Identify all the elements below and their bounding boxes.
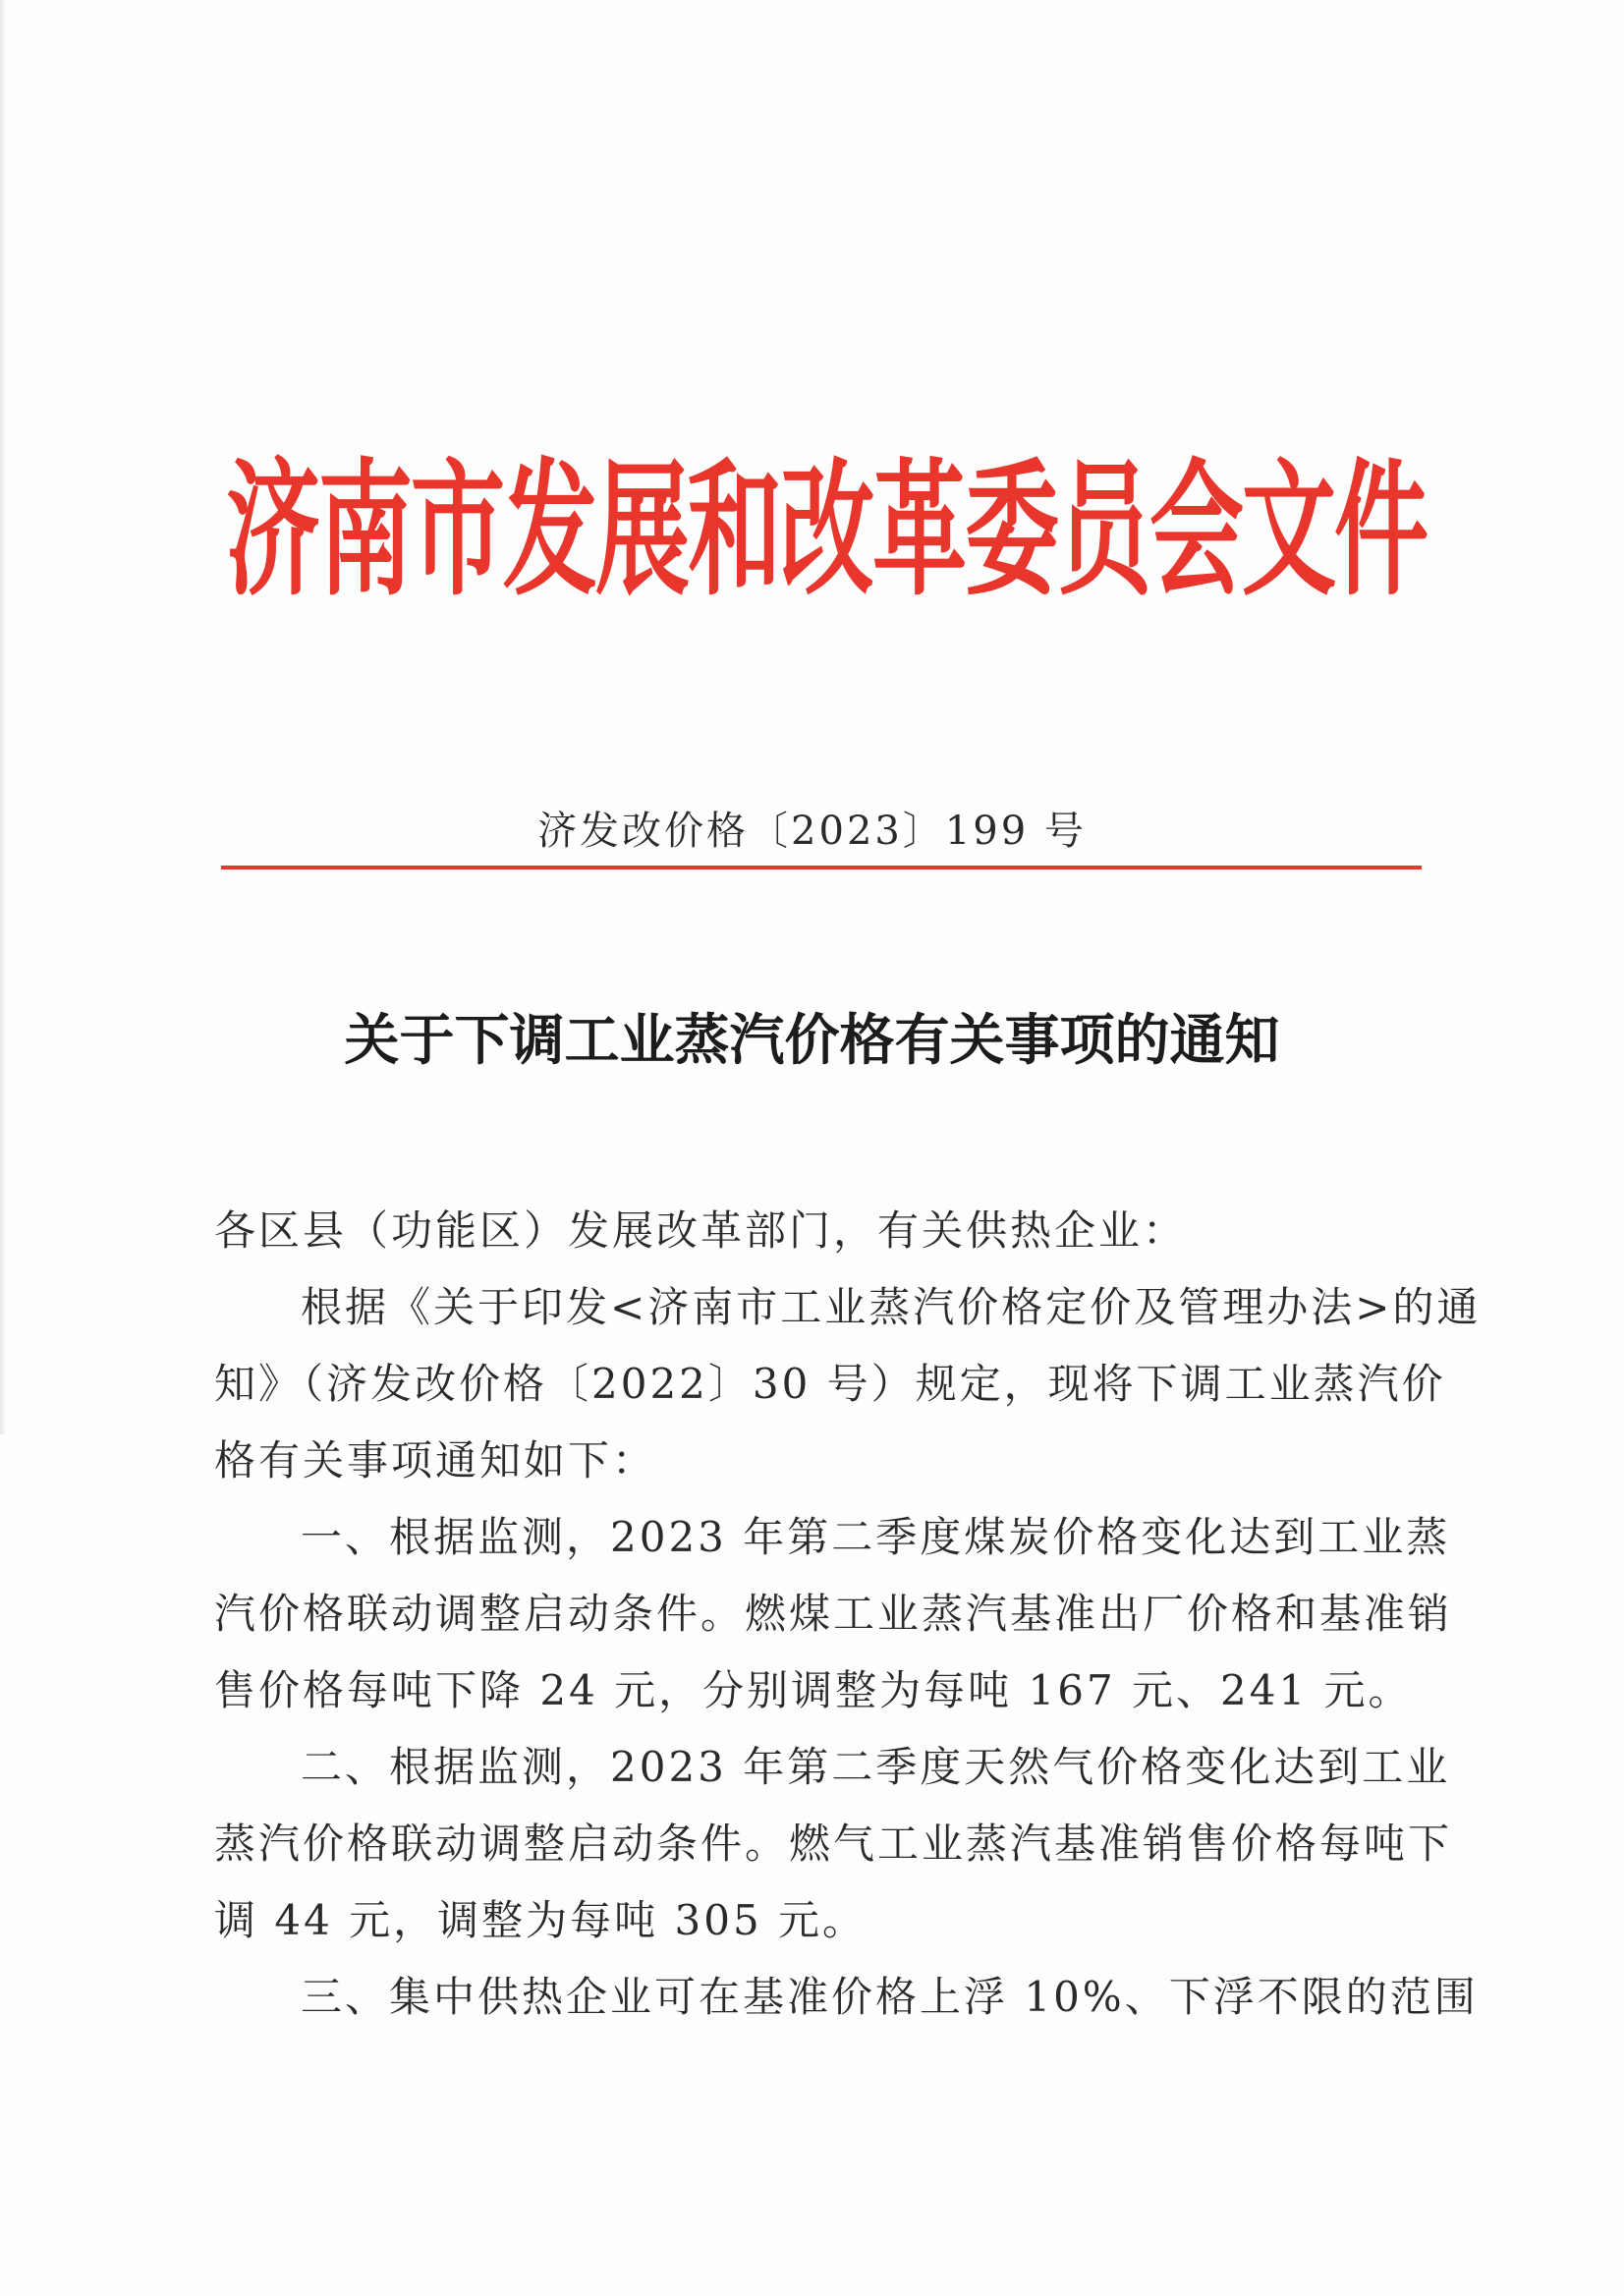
issuer-header: 济南市发展和改革委员会文件: [226, 443, 1427, 616]
notice-body: [214, 1193, 1482, 2036]
paragraph-2-line-1: 一、根据监测，2023 年第二季度煤炭价格变化达到工业蒸: [301, 1513, 1451, 1561]
paragraph-1-line-3: 格有关事项通知如下：: [214, 1436, 657, 1484]
document-number: 济发改价格〔2023〕199 号: [537, 809, 1087, 854]
notice-title: 关于下调工业蒸汽价格有关事项的通知: [344, 1009, 1280, 1073]
paragraph-2-line-2: 汽价格联动调整启动条件。燃煤工业蒸汽基准出厂价格和基准销: [214, 1590, 1453, 1638]
paragraph-3-line-1: 二、根据监测，2023 年第二季度天然气价格变化达到工业: [301, 1743, 1451, 1791]
paragraph-3-line-2: 蒸汽价格联动调整启动条件。燃气工业蒸汽基准销售价格每吨下: [214, 1820, 1453, 1868]
scan-edge: [0, 0, 6, 1434]
addressee: 各区县（功能区）发展改革部门，有关供热企业：: [214, 1206, 1188, 1255]
red-divider: [221, 866, 1422, 869]
paragraph-3-line-3: 调 44 元，调整为每吨 305 元。: [214, 1896, 868, 1944]
paragraph-1-line-2: 知》（济发改价格〔2022〕30 号）规定，现将下调工业蒸汽价: [214, 1360, 1446, 1408]
paragraph-4-line-1: 三、集中供热企业可在基准价格上浮 10%、下浮不限的范围: [301, 1973, 1479, 2021]
paragraph-2-line-3: 售价格每吨下降 24 元，分别调整为每吨 167 元、241 元。: [214, 1666, 1413, 1714]
paragraph-1-line-1: 根据《关于印发<济南市工业蒸汽价格定价及管理办法>的通: [301, 1283, 1482, 1331]
